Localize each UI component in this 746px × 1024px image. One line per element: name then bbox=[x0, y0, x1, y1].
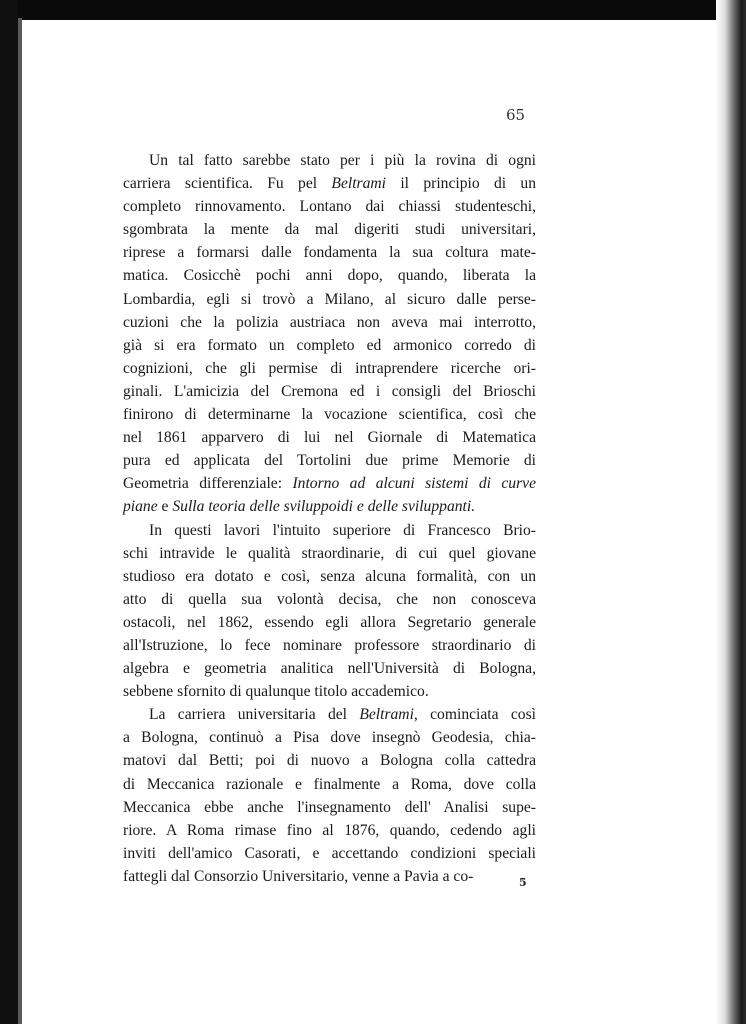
text-line bbox=[123, 842, 536, 865]
text-segment: cominciata così bbox=[417, 706, 536, 724]
text-segment: sgombrata la mente da mal digeriti studi universitari, bbox=[123, 221, 536, 239]
text-line bbox=[123, 288, 536, 311]
text-segment: inviti dell'amico Casorati, e accettando condizioni speciali bbox=[123, 844, 536, 862]
italic-text: Beltrami bbox=[331, 175, 386, 193]
italic-text: piane bbox=[123, 498, 158, 516]
text-segment: riore. A Roma rimase fino al 1876, quando, cedendo agli bbox=[123, 821, 536, 839]
text-segment: Un tal fatto sarebbe stato per i più la rovina di ogni bbox=[149, 152, 536, 169]
text-segment: all'Istruzione, lo fece nominare professore straordinario di bbox=[123, 636, 536, 654]
signature-mark: 5 bbox=[519, 876, 527, 889]
text-segment: ostacoli, nel 1862, essendo egli allora Segretario generale bbox=[123, 613, 536, 631]
text-segment: completo rinnovamento. Lontano dai chiassi studenteschi, bbox=[123, 198, 536, 216]
text-line bbox=[123, 218, 536, 241]
italic-text: Beltrami, bbox=[359, 706, 418, 724]
scan-border-right bbox=[716, 0, 746, 1024]
text-segment: il principio di un bbox=[386, 175, 537, 193]
text-line bbox=[123, 565, 536, 588]
text-line bbox=[123, 749, 536, 772]
text-segment: In questi lavori l'intuito superiore di Francesco Brio- bbox=[149, 521, 536, 539]
text-segment: studioso era dotato e così, senza alcuna formalità, con un bbox=[123, 567, 536, 585]
text-line bbox=[123, 426, 536, 449]
text-line bbox=[123, 611, 536, 634]
text-segment: carriera scientifica. Fu pel bbox=[123, 175, 332, 193]
text-segment: fattegli dal Consorzio Universitario, venne a Pavia a co- bbox=[123, 867, 474, 885]
text-line bbox=[123, 703, 536, 726]
text-segment: cuzioni che la polizia austriaca non aveva mai interrotto, bbox=[123, 313, 536, 331]
text-line bbox=[123, 264, 536, 287]
text-line bbox=[123, 149, 536, 172]
text-line bbox=[123, 495, 536, 518]
text-segment: nel 1861 apparvero di lui nel Giornale di Matematica bbox=[123, 429, 536, 447]
text-line bbox=[123, 726, 536, 749]
text-line bbox=[123, 657, 536, 680]
text-line bbox=[123, 519, 536, 542]
page-number: 65 bbox=[506, 106, 526, 124]
text-segment: Lombardia, egli si trovò a Milano, al sicuro dalle perse- bbox=[123, 290, 536, 308]
text-segment: La carriera universitaria del bbox=[149, 706, 360, 724]
scan-border-left bbox=[0, 0, 18, 1024]
scan-border-left-shadow bbox=[18, 18, 22, 1024]
paragraph bbox=[123, 149, 536, 519]
text-line bbox=[123, 380, 536, 403]
text-line bbox=[123, 796, 536, 819]
scan-border-top bbox=[0, 0, 746, 20]
text-segment: già si era formato un completo ed armonico corredo di bbox=[123, 336, 536, 354]
italic-text: Intorno ad alcuni sistemi di curve bbox=[292, 475, 537, 493]
text-line bbox=[123, 865, 536, 888]
text-segment: sebbene sfornito di qualunque titolo accademico. bbox=[123, 683, 429, 701]
text-segment: Meccanica ebbe anche l'insegnamento dell' Analisi supe- bbox=[123, 798, 536, 816]
text-segment: matica. Cosicchè pochi anni dopo, quando, liberata la bbox=[123, 267, 536, 285]
text-line bbox=[123, 357, 536, 380]
text-segment: di Meccanica razionale e finalmente a Roma, dove colla bbox=[123, 775, 536, 793]
text-line bbox=[123, 472, 536, 495]
text-segment: Geometria differenziale: bbox=[123, 475, 293, 493]
text-segment: finirono di determinarne la vocazione scientifica, così che bbox=[123, 406, 536, 424]
text-segment: algebra e geometria analitica nell'Università di Bologna, bbox=[123, 660, 536, 678]
text-segment: riprese a formarsi dalle fondamenta la sua coltura mate- bbox=[123, 244, 536, 262]
text-segment: schi intravide le qualità straordinarie, di cui quel giovane bbox=[123, 544, 536, 562]
text-segment: ginali. L'amicizia del Cremona ed i consigli del Brioschi bbox=[123, 382, 536, 400]
text-line bbox=[123, 241, 536, 264]
text-segment: pura ed applicata del Tortolini due prime Memorie di bbox=[123, 452, 536, 470]
text-line bbox=[123, 311, 536, 334]
text-segment: matovi dal Betti; poi di nuovo a Bologna colla cattedra bbox=[123, 752, 536, 770]
text-line bbox=[123, 172, 536, 195]
text-line bbox=[123, 542, 536, 565]
text-line bbox=[123, 195, 536, 218]
text-line bbox=[123, 634, 536, 657]
italic-text: Sulla teoria delle sviluppoidi e delle sviluppanti. bbox=[172, 498, 476, 516]
text-line bbox=[123, 773, 536, 796]
paragraph bbox=[123, 519, 536, 704]
text-segment: atto di quella sua volontà decisa, che non conosceva bbox=[123, 590, 536, 608]
body-text bbox=[123, 149, 536, 888]
text-segment: cognizioni, che gli permise di intraprendere ricerche ori- bbox=[123, 359, 536, 377]
paragraph bbox=[123, 703, 536, 888]
text-line bbox=[123, 680, 536, 703]
text-line bbox=[123, 588, 536, 611]
text-line bbox=[123, 819, 536, 842]
text-line bbox=[123, 403, 536, 426]
text-segment: e bbox=[157, 498, 173, 516]
text-line bbox=[123, 334, 536, 357]
text-segment: a Bologna, continuò a Pisa dove insegnò Geodesia, chia- bbox=[123, 729, 536, 747]
text-line bbox=[123, 449, 536, 472]
